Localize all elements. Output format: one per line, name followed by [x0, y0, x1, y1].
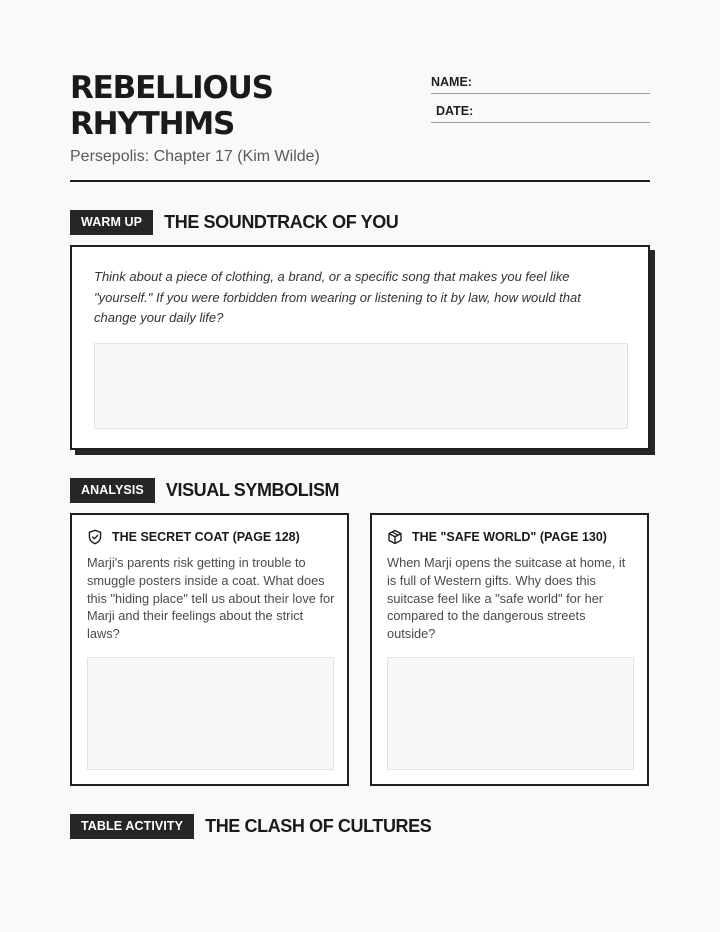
card-answer-box[interactable]	[387, 657, 634, 770]
table-activity-tag: TABLE ACTIVITY	[70, 814, 194, 839]
worksheet-header	[70, 70, 400, 166]
card-heading-text: THE SECRET COAT (PAGE 128)	[112, 530, 300, 544]
card-answer-box[interactable]	[87, 657, 334, 770]
analysis-card-safe-world	[370, 513, 649, 786]
analysis-card-secret-coat	[70, 513, 349, 786]
warmup-tag: WARM UP	[70, 210, 153, 235]
worksheet-subtitle: Persepolis: Chapter 17 (Kim Wilde)	[70, 148, 320, 165]
card-question: Marji's parents risk getting in trouble to smuggle posters inside a coat. What does this "hiding place" tell us about their love for Marji and their feelings about the strict laws?	[87, 555, 335, 642]
analysis-title: VISUAL SYMBOLISM	[165, 480, 340, 500]
title-line-2: RHYTHMS	[70, 106, 235, 142]
warmup-section-header	[70, 210, 398, 235]
student-info	[431, 70, 650, 128]
card-heading-text: THE "SAFE WORLD" (PAGE 130)	[412, 530, 607, 544]
card-question: When Marji opens the suitcase at home, it is full of Western gifts. Why does this suitcase feel like a "safe world" for her compared to the dangerous streets outside?	[387, 555, 626, 642]
warmup-card	[70, 245, 650, 450]
card-heading	[87, 529, 300, 545]
date-field[interactable]	[431, 99, 650, 123]
title-line-1: REBELLIOUS	[70, 70, 273, 106]
analysis-tag: ANALYSIS	[70, 478, 155, 503]
warmup-title: THE SOUNDTRACK OF YOU	[164, 212, 399, 232]
date-label: DATE:	[436, 104, 474, 118]
box-icon	[387, 529, 403, 545]
warmup-prompt: Think about a piece of clothing, a brand, or a specific song that makes you feel like "yourself." If you were forbidden from wearing or listening to it by law, how would that change your daily life?	[94, 269, 581, 325]
table-activity-section-header	[70, 814, 431, 839]
card-heading	[387, 529, 607, 545]
shield-icon	[87, 529, 103, 545]
warmup-answer-box[interactable]	[94, 343, 628, 429]
name-field[interactable]	[431, 70, 650, 94]
analysis-section-header	[70, 478, 339, 503]
worksheet-title	[70, 70, 400, 142]
table-activity-title: THE CLASH OF CULTURES	[205, 816, 432, 836]
header-divider	[70, 180, 650, 182]
name-label: NAME:	[431, 75, 472, 89]
